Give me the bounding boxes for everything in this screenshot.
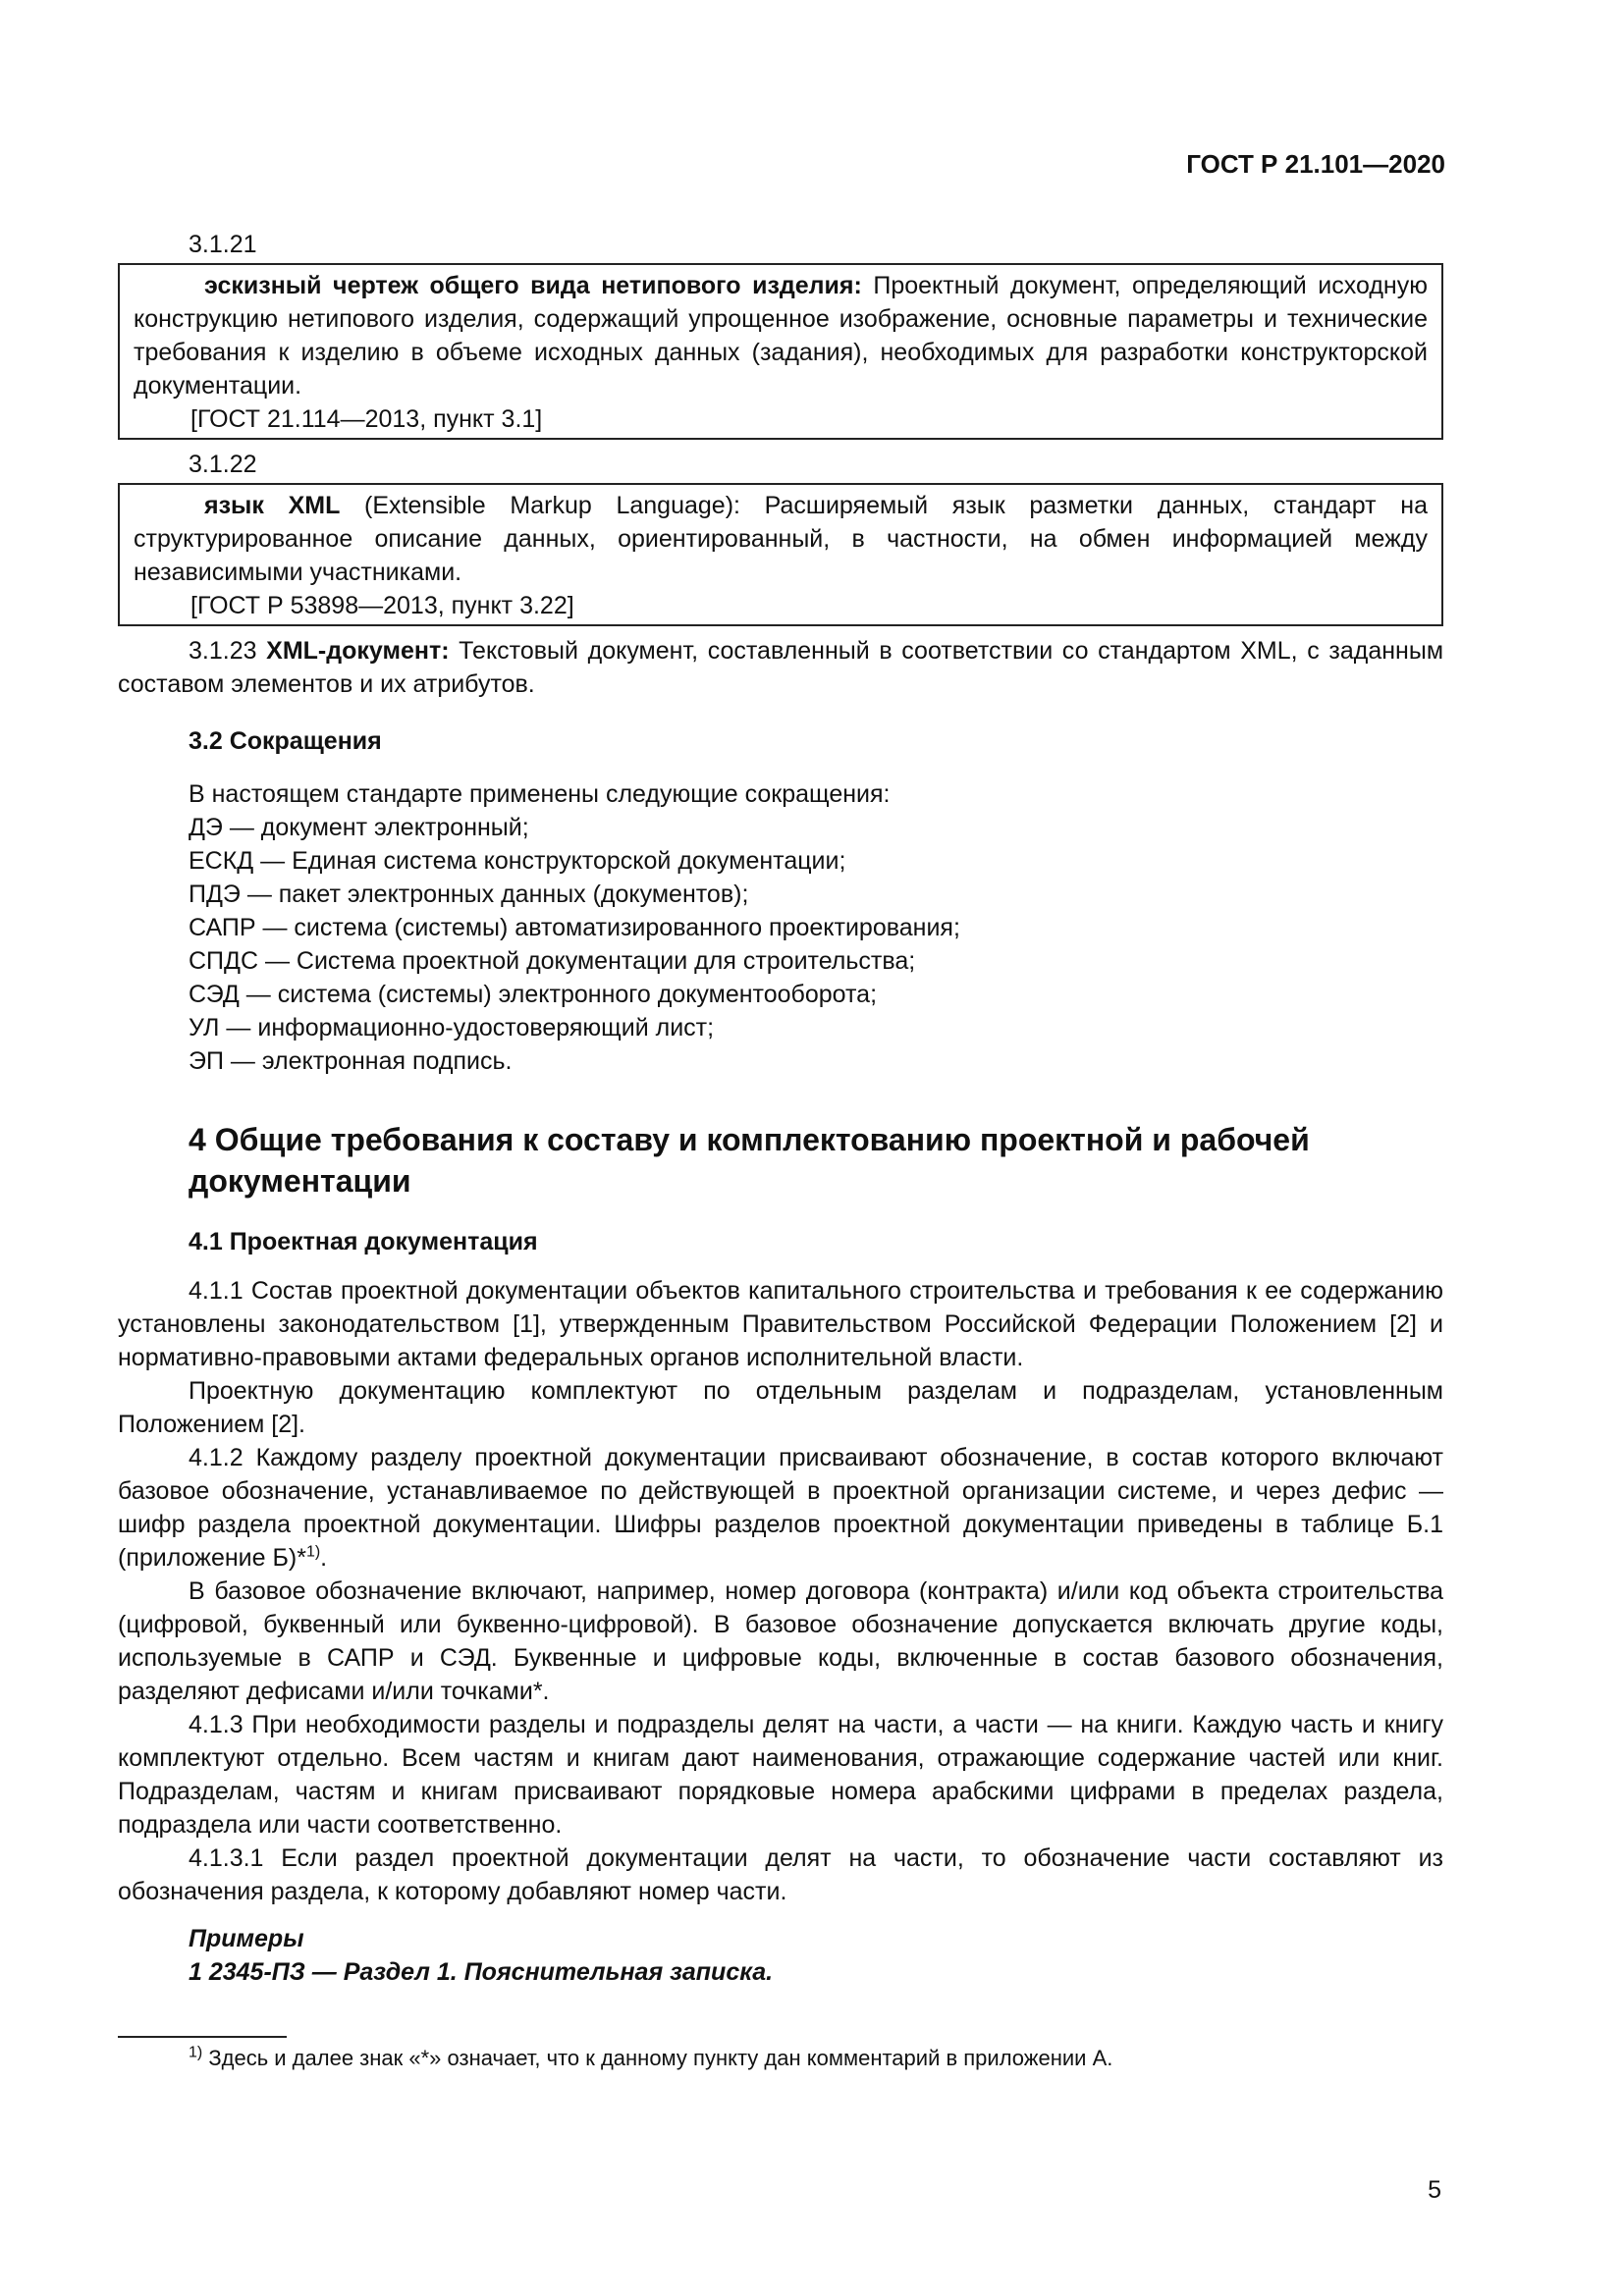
term-name: эскизный чертеж общего вида нетипового изделия: (204, 272, 862, 299)
term-number-3-1-21: 3.1.21 (189, 231, 257, 258)
section-heading-4: 4 Общие требования к составу и комплектованию проектной и рабочей документации (189, 1122, 1310, 1199)
term-source: [ГОСТ 21.114—2013, пункт 3.1] (190, 405, 543, 433)
list-item: ЭП — электронная подпись. (189, 1047, 513, 1075)
example-item: 1 2345-ПЗ — Раздел 1. Пояснительная записка. (189, 1958, 774, 1986)
footnote-text: Здесь и далее знак «*» означает, что к данному пункту дан комментарий в приложении А. (202, 2046, 1113, 2070)
term-box-3-1-22 (118, 483, 1443, 626)
term-text: Текстовый документ, составленный в соответствии со стандартом XML, с заданным составом элементов и их атрибутов. (118, 637, 1444, 698)
paragraph-4-1-2 (118, 1441, 1443, 1575)
term-number-3-1-22: 3.1.22 (189, 451, 257, 478)
footnote-ref: 1) (305, 1543, 321, 1561)
paragraph-4-1-3-1: 4.1.3.1 Если раздел проектной документации делят на части, то обозначение части составляют из обозначения раздела, к которому добавляют номер части. (118, 1844, 1443, 1905)
term-text: Проектный документ, определяющий исходную конструкцию нетипового изделия, содержащий упрощенное изображение, основные параметры и технические требования к изделию в объеме исходных данных (задания), необходимых для разработки конструкторской документации. (134, 272, 1428, 400)
paragraph-4-1-3: 4.1.3 При необходимости разделы и подразделы делят на части, а части — на книги. Каждую часть и книгу комплектуют отдельно. Всем частям и книгам дают наименования, отражающие содержание частей или книг. Подразделам, частям и книгам присваивают порядковые номера арабскими цифрами в пределах раздела, подраздела или части соответственно. (118, 1711, 1443, 1839)
list-item: СПДС — Система проектной документации для строительства; (189, 947, 916, 975)
paragraph-4-1-1: 4.1.1 Состав проектной документации объектов капитального строительства и требования к ее содержанию установлены законодательством [1], утвержденным Правительством Российской Федерации Положением [2] и нормативно-правовыми актами федеральных органов исполнительной власти. (118, 1277, 1443, 1371)
footnote-divider (118, 2036, 287, 2038)
term-definition (134, 269, 1428, 402)
section-title-3-2: 3.2 Сокращения (189, 727, 382, 755)
list-item: САПР — система (системы) автоматизированного проектирования; (189, 914, 960, 941)
paragraph-text: 4.1.2 Каждому разделу проектной документации присваивают обозначение, в состав которого включают базовое обозначение, устанавливаемое по действующей в проектной организации системе, и через дефис — шифр раздела проектной документации. Шифры разделов проектной документации приведены в таблице Б.1 (приложение Б)* (118, 1444, 1443, 1572)
list-item: УЛ — информационно-удостоверяющий лист; (189, 1014, 715, 1041)
term-name: язык XML (204, 492, 341, 519)
term-source: [ГОСТ Р 53898—2013, пункт 3.22] (190, 592, 574, 619)
paragraph-4-1-1-b: Проектную документацию комплектуют по отдельным разделам и подразделам, установленным Положением [2]. (118, 1377, 1443, 1438)
list-item: ПДЭ — пакет электронных данных (документов); (189, 881, 749, 908)
footnote (118, 2042, 1443, 2075)
term-box-3-1-21 (118, 263, 1443, 440)
footnote-mark: 1) (189, 2044, 203, 2061)
page-content (118, 0, 1443, 2075)
list-item: ДЭ — документ электронный; (189, 814, 529, 841)
abbreviations-intro: В настоящем стандарте применены следующие сокращения: (189, 780, 891, 808)
term-definition (134, 489, 1428, 589)
term-3-1-23 (118, 634, 1443, 701)
term-number: 3.1.23 (189, 637, 267, 665)
term-name: XML-документ: (266, 637, 450, 665)
examples-title: Примеры (189, 1925, 304, 1952)
list-item: СЭД — система (системы) электронного документооборота; (189, 981, 878, 1008)
page-number: 5 (1428, 2176, 1441, 2204)
paragraph-end: . (320, 1544, 328, 1572)
abbreviations-list (118, 777, 1443, 1078)
section-title-4-1: 4.1 Проектная документация (189, 1228, 538, 1255)
paragraph-4-1-2-b: В базовое обозначение включают, например, номер договора (контракта) и/или код объекта строительства (цифровой, буквенный или буквенно-цифровой). В базовое обозначение допускается включать другие коды, используемые в САПР и СЭД. Буквенные и цифровые коды, включенные в состав базового обозначения, разделяют дефисами и/или точками*. (118, 1577, 1443, 1705)
list-item: ЕСКД — Единая система конструкторской документации; (189, 847, 846, 875)
document-header: ГОСТ Р 21.101—2020 (1186, 149, 1445, 179)
term-text: (Extensible Markup Language): Расширяемый язык разметки данных, стандарт на структурированное описание данных, ориентированный, в частности, на обмен информацией между независимыми участниками. (134, 492, 1428, 586)
